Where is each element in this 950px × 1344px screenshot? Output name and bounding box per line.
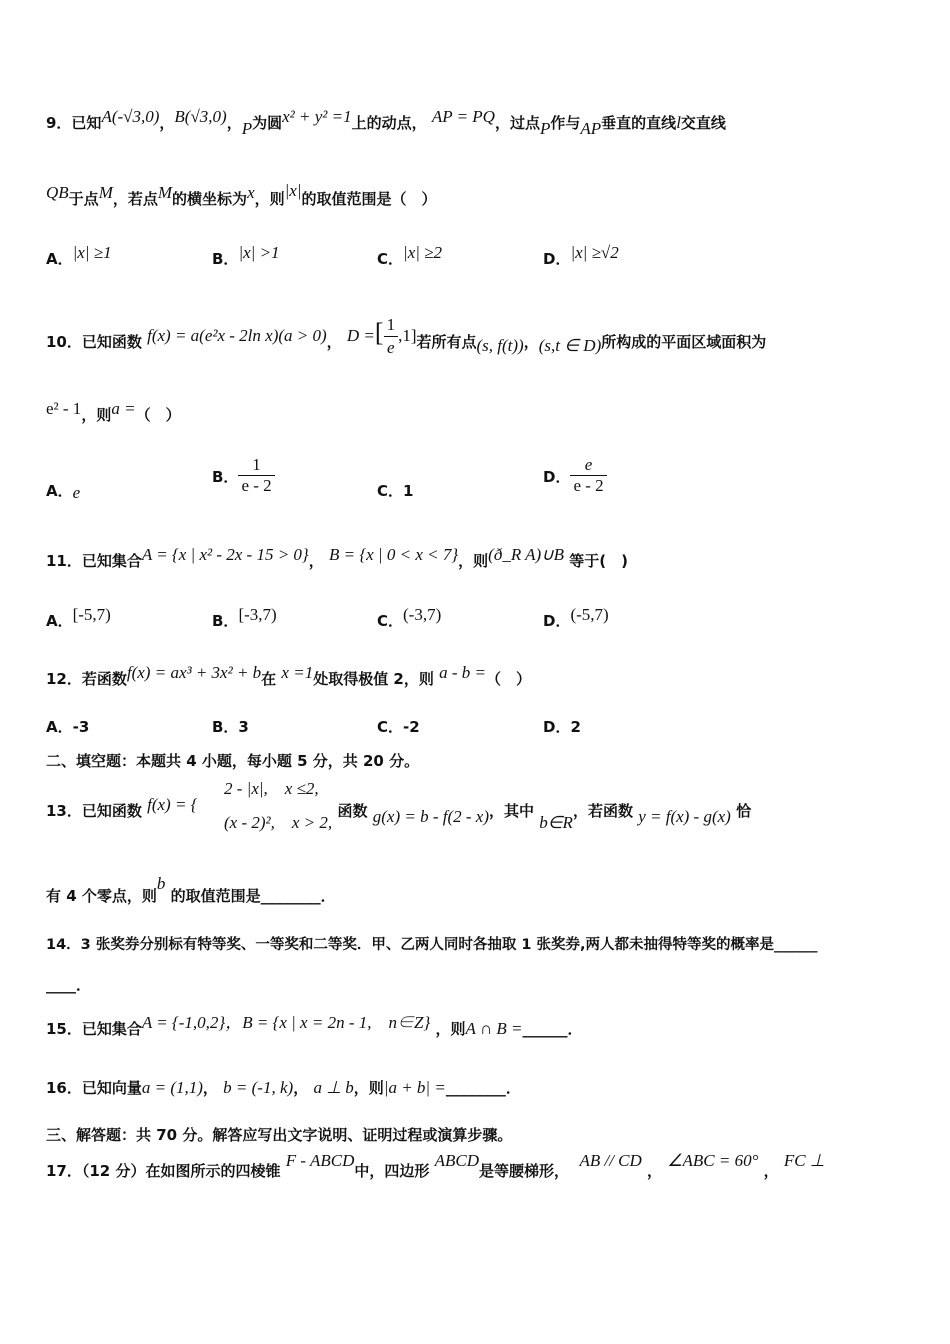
- q17-math-pyramid: F - ABCD: [285, 1151, 355, 1170]
- q10-text: ，: [523, 333, 539, 351]
- q16-math-vector-a: a = (1,1): [141, 1078, 203, 1097]
- question-14-line-2: ____．: [46, 976, 92, 994]
- q9-math-ap: AP: [580, 119, 602, 138]
- q15-text: 15．已知集合: [46, 1020, 142, 1038]
- q10-math-d: D =: [346, 326, 375, 345]
- q11-option-b: B．[-3,7): [212, 605, 277, 630]
- q12-math-x-eq-1: x =1: [281, 663, 314, 682]
- q13-text: 恰: [736, 802, 752, 820]
- q11-math-set-a: A = {x | x² - 2x - 15 > 0}: [141, 545, 309, 564]
- q13-piecewise-top: 2 - |x|, x ≤2,: [224, 779, 319, 798]
- q12-option-a: A．-3: [46, 718, 90, 736]
- q16-text: 16．已知向量: [46, 1079, 142, 1097]
- q16-text: ，: [202, 1079, 218, 1097]
- q17-text: 是等腰梯形，: [478, 1162, 569, 1180]
- q15-text: ，则: [435, 1020, 466, 1038]
- q17-text: 中，四边形: [354, 1162, 430, 1180]
- q9-text: ，则: [254, 190, 285, 208]
- q10-math-area: e² - 1: [46, 399, 82, 418]
- q12-option-d: D．2: [543, 718, 581, 736]
- q12-text: （ ）: [486, 670, 532, 688]
- q9-text: 的横坐标为: [172, 190, 248, 208]
- q11-text: 11．已知集合: [46, 552, 142, 570]
- q9-option-a: A．|x| ≥1: [46, 243, 112, 268]
- q9-text: 于点: [68, 190, 99, 208]
- q16-text: ，则: [353, 1079, 384, 1097]
- question-14-line-1: 14．3 张奖券分别标有特等奖、一等奖和二等奖．甲、乙两人同时各抽取 1 张奖券,两人都未抽得特等奖的概率是______: [46, 937, 818, 953]
- q10-text: ，则: [81, 406, 112, 424]
- question-9-line-1: [46, 107, 726, 138]
- q13-text: 函数: [337, 802, 368, 820]
- q16-math-vector-b: b = (-1, k): [223, 1078, 294, 1097]
- q10-option-c: C．1: [377, 482, 414, 500]
- q9-math-m: M: [98, 183, 113, 202]
- q9-text: ，过点: [494, 114, 540, 132]
- q10-option-a: A．e: [46, 482, 81, 502]
- q9-text: ，若点: [112, 190, 158, 208]
- q10-math-domain: (s,t ∈ D): [538, 336, 602, 355]
- q10-text: 若所有点: [416, 333, 477, 351]
- q11-option-a: A．[-5,7): [46, 605, 111, 630]
- q11-math-complement-union: (ð_R A)∪B: [488, 545, 565, 564]
- section-2-heading: 二、填空题：本题共 4 小题，每小题 5 分，共 20 分。: [46, 752, 420, 770]
- q15-math-intersection: A ∩ B =: [465, 1019, 523, 1038]
- q10-bracket-left: [: [374, 318, 384, 347]
- q9-option-c: C．|x| ≥2: [377, 243, 442, 268]
- q12-text: 处取得极值 2，则: [313, 670, 434, 688]
- q9-math-point-a: A(-√3,0): [101, 107, 160, 126]
- q13-answer-blank: ________．: [260, 887, 336, 905]
- q13-math-b: b: [156, 874, 166, 893]
- q9-text: 上的动点，: [351, 114, 427, 132]
- q11-option-c: C．(-3,7): [377, 605, 442, 630]
- question-12-line-1: [46, 663, 532, 690]
- q17-text: ，: [763, 1162, 779, 1180]
- q9-math-ap-pq: AP = PQ: [431, 107, 495, 126]
- q16-math-perpendicular: a ⊥ b: [313, 1078, 354, 1097]
- question-10-line-2: [46, 399, 181, 426]
- q13-math-f: f(x) = {: [147, 795, 198, 814]
- q9-text: 的取值范围是（ ）: [301, 190, 437, 208]
- q9-math-x: x: [247, 183, 255, 202]
- q9-text: 垂直的直线: [601, 114, 677, 132]
- q10-option-b-fraction: $\frac{1}{e - 2}$: [238, 455, 274, 496]
- q15-math-set-b: B = {x | x = 2n - 1, n∈Z}: [242, 1013, 431, 1032]
- q15-text: ，: [225, 1013, 243, 1032]
- q13-text: 13．已知函数: [46, 802, 142, 820]
- question-10-line-1: [46, 315, 767, 365]
- question-16-line-1: [46, 1077, 521, 1099]
- q12-math-a-minus-b: a - b =: [439, 663, 486, 682]
- q10-text: 所构成的平面区域面积为: [601, 333, 767, 351]
- q10-option-d: D． $\frac{e}{e - 2}$: [543, 455, 607, 496]
- q13-text: ，其中: [489, 802, 535, 820]
- q9-text: 交直线: [680, 114, 726, 132]
- q9-text: 为圆: [252, 114, 283, 132]
- q10-option-b: B． $\frac{1}{e - 2}$: [212, 455, 275, 496]
- q9-math-qb: QB: [46, 183, 69, 202]
- q13-text: ，若函数: [572, 802, 633, 820]
- q15-answer-blank: ______．: [522, 1020, 583, 1038]
- q9-math-m: M: [157, 183, 173, 202]
- q9-math-abs-x: |x|: [284, 181, 302, 200]
- q16-text: ，: [293, 1079, 309, 1097]
- q13-math-y: y = f(x) - g(x): [638, 807, 731, 826]
- q11-text: ，则: [458, 552, 489, 570]
- q13-piecewise-bottom: (x - 2)², x > 2,: [224, 813, 333, 832]
- q9-option-b: B．|x| >1: [212, 243, 280, 268]
- question-17-line-1: [46, 1151, 825, 1182]
- q17-text: ，: [647, 1162, 663, 1180]
- q9-math-p: P: [241, 119, 253, 138]
- q17-math-abcd: ABCD: [434, 1151, 479, 1170]
- q12-math-function: f(x) = ax³ + 3x² + b: [126, 663, 262, 682]
- q9-math-l: l: [676, 113, 681, 132]
- question-13-line-2: [46, 874, 336, 907]
- q10-text: （ ）: [135, 406, 181, 424]
- q13-math-b-in-r: b∈R: [539, 813, 573, 832]
- q9-text: ，: [226, 114, 242, 132]
- q11-math-set-b: B = {x | 0 < x < 7}: [328, 545, 459, 564]
- q10-math-point: (s, f(t)): [476, 336, 524, 355]
- q11-text: ，: [308, 552, 324, 570]
- q10-math-a: a =: [111, 399, 136, 418]
- q11-option-d: D．(-5,7): [543, 605, 609, 630]
- q9-option-d: D．|x| ≥√2: [543, 243, 619, 268]
- q9-math-point-b: B(√3,0): [174, 107, 227, 126]
- q10-fraction-1-over-e: $\frac{1}{e}$: [384, 314, 399, 359]
- q12-text: 12．若函数: [46, 670, 127, 688]
- question-11-line-1: [46, 545, 628, 572]
- q13-text: 的取值范围是: [170, 887, 261, 905]
- q17-text: 17．（12 分）在如图所示的四棱锥: [46, 1162, 281, 1180]
- q12-option-b: B．3: [212, 718, 249, 736]
- q17-math-fc: FC ⊥: [783, 1151, 825, 1170]
- q9-math-p: P: [539, 119, 551, 138]
- q9-text: 9．已知: [46, 114, 102, 132]
- question-9-line-2: [46, 181, 437, 210]
- q11-text: 等于( ): [569, 552, 628, 570]
- q10-bracket-right: ,1]: [398, 326, 417, 345]
- q9-text: 作与: [550, 114, 581, 132]
- q12-text: 在: [261, 670, 277, 688]
- question-15-line-1: [46, 1013, 583, 1040]
- q16-math-magnitude: |a + b| =: [383, 1078, 446, 1097]
- q17-math-parallel: AB // CD: [579, 1151, 642, 1170]
- q17-math-angle: ∠ABC = 60°: [667, 1151, 759, 1170]
- q15-math-set-a: A = {-1,0,2}: [141, 1013, 226, 1032]
- q10-math-function: f(x) = a(e²x - 2ln x)(a > 0): [147, 326, 327, 345]
- q10-text: ，: [326, 333, 342, 351]
- q10-option-d-fraction: $\frac{e}{e - 2}$: [570, 455, 606, 496]
- section-3-heading: 三、解答题：共 70 分。解答应写出文字说明、证明过程或演算步骤。: [46, 1126, 513, 1144]
- q13-text: 有 4 个零点，则: [46, 887, 157, 905]
- q16-answer-blank: ________．: [445, 1079, 521, 1097]
- q10-text: 10．已知函数: [46, 333, 142, 351]
- q9-math-circle: x² + y² =1: [282, 107, 352, 126]
- q13-math-g: g(x) = b - f(2 - x): [372, 807, 489, 826]
- q12-option-c: C．-2: [377, 718, 420, 736]
- q9-text: ，: [159, 114, 175, 132]
